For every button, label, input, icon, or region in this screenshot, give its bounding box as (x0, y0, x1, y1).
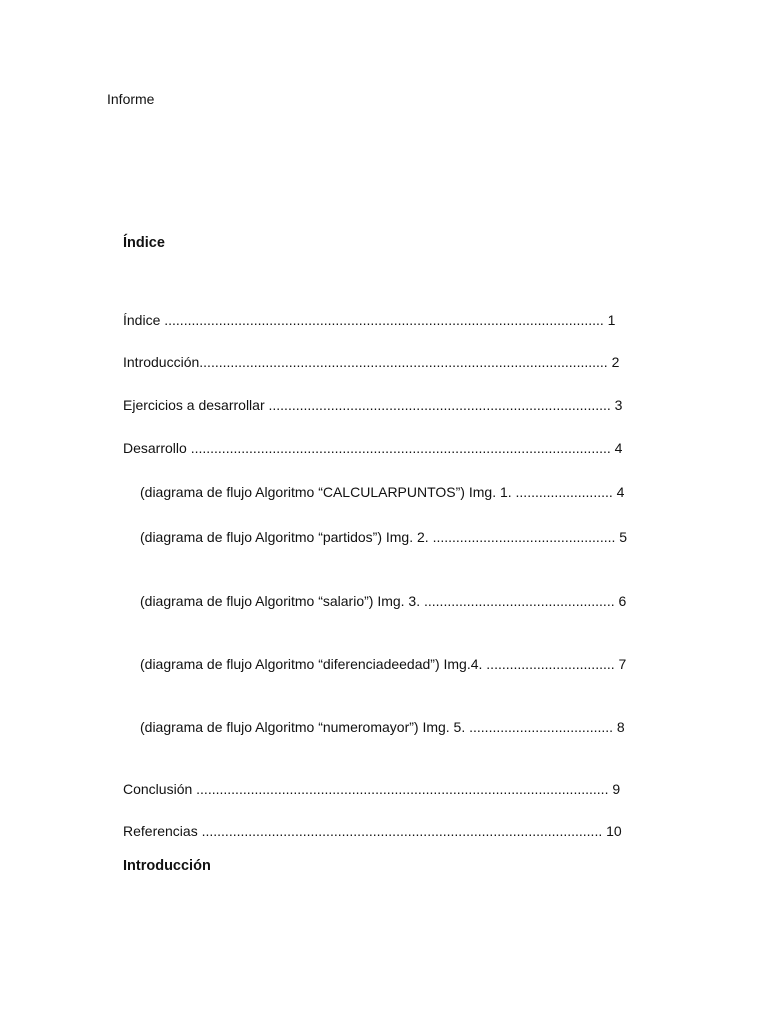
toc-entry-desarrollo[interactable]: Desarrollo ............................................................................................................ 4 (123, 440, 623, 456)
toc-entry-conclusion[interactable]: Conclusión .......................................................................................................... 9 (123, 781, 621, 797)
toc-entry-img2[interactable]: (diagrama de flujo Algoritmo “partidos”) Img. 2. ............................................... 5 (140, 529, 628, 545)
toc-entry-indice[interactable]: Índice ................................................................................................................. 1 (123, 312, 616, 328)
toc-entry-img3[interactable]: (diagrama de flujo Algoritmo “salario”) Img. 3. ................................................. 6 (140, 593, 627, 609)
toc-entry-introduccion[interactable]: Introducción......................................................................................................... 2 (123, 354, 620, 370)
introduction-heading: Introducción (123, 858, 211, 874)
toc-entry-img1[interactable]: (diagrama de flujo Algoritmo “CALCULARPUNTOS”) Img. 1. ......................... 4 (140, 484, 625, 500)
index-heading: Índice (123, 235, 165, 251)
document-title: Informe (107, 91, 155, 107)
toc-entry-referencias[interactable]: Referencias ....................................................................................................... 10 (123, 823, 622, 839)
toc-entry-ejercicios[interactable]: Ejercicios a desarrollar ........................................................................................ 3 (123, 397, 623, 413)
toc-entry-img5[interactable]: (diagrama de flujo Algoritmo “numeromayor”) Img. 5. ..................................... 8 (140, 719, 625, 735)
toc-entry-img4[interactable]: (diagrama de flujo Algoritmo “diferenciadeedad”) Img.4. ................................. 7 (140, 656, 627, 672)
